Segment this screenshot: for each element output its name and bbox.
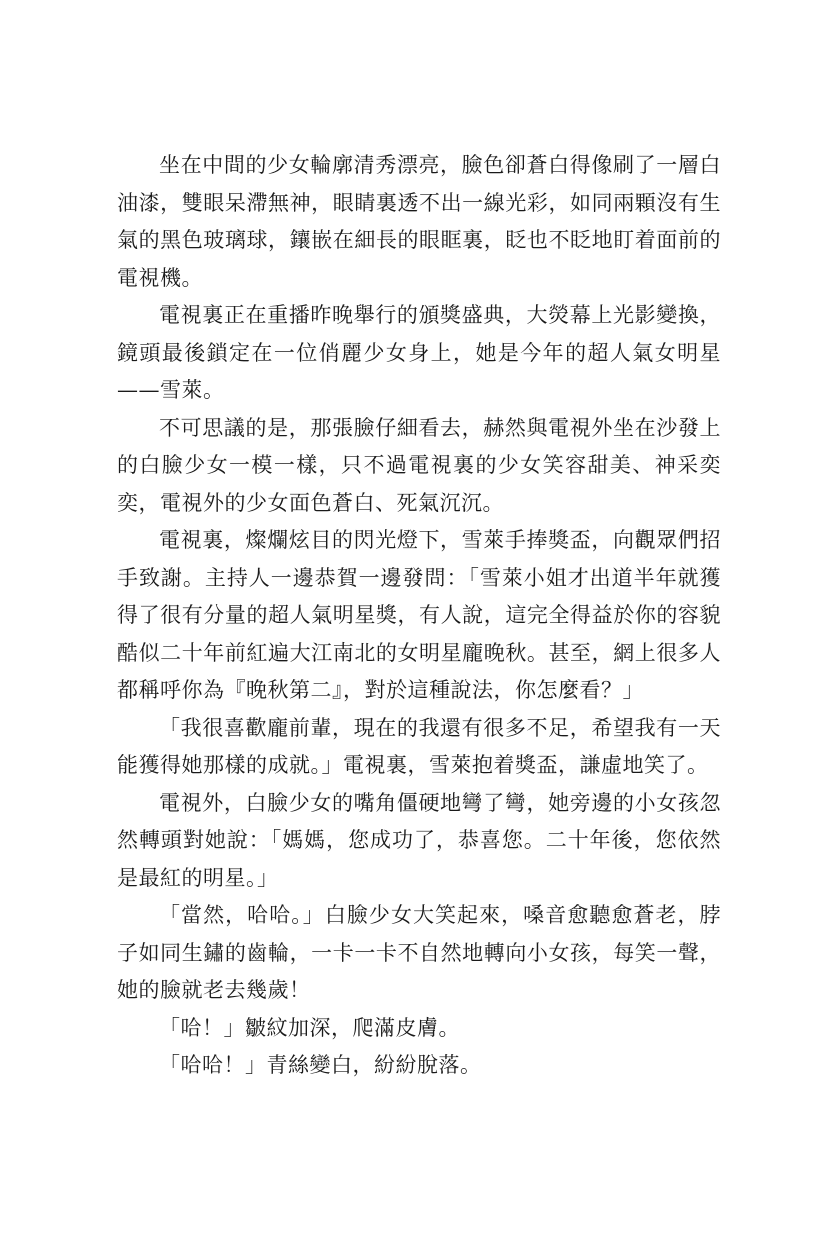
paragraph-4: 電視裏，燦爛炫目的閃光燈下，雪萊手捧獎盃，向觀眾們招手致謝。主持人一邊恭賀一邊發問：「雪萊小姐才出道半年就獲得了很有分量的超人氣明星獎，有人說，這完全得益於你的容貌酷似二十年前紅遍大江南北的女明星龐晚秋。甚至，網上很多人都稱呼你為『晚秋第二』，對於這種說法，你怎麼看？」 (117, 528, 721, 702)
paragraph-3: 不可思議的是，那張臉仔細看去，赫然與電視外坐在沙發上的白臉少女一模一樣，只不過電視裏的少女笑容甜美、神采奕奕，電視外的少女面色蒼白、死氣沉沉。 (117, 415, 721, 515)
paragraph-5: 「我很喜歡龐前輩，現在的我還有很多不足，希望我有一天能獲得她那樣的成就。」電視裏，雪萊抱着獎盃，謙虛地笑了。 (117, 715, 721, 777)
paragraph-2: 電視裏正在重播昨晚舉行的頒獎盛典，大熒幕上光影變換，鏡頭最後鎖定在一位俏麗少女身上，她是今年的超人氣女明星——雪萊。 (117, 303, 721, 402)
paragraph-9: 「哈哈！」青絲變白，紛紛脫落。 (159, 1053, 482, 1077)
paragraph-7: 「當然，哈哈。」白臉少女大笑起來，嗓音愈聽愈蒼老，脖子如同生鏽的齒輪，一卡一卡不自然地轉向小女孩，每笑一聲，她的臉就老去幾歲！ (117, 903, 721, 1002)
paragraph-6: 電視外，白臉少女的嘴角僵硬地彎了彎，她旁邊的小女孩忽然轉頭對她說：「媽媽，您成功了，恭喜您。二十年後，您依然是最紅的明星。」 (117, 790, 721, 890)
paragraph-8: 「哈！」皺紋加深，爬滿皮膚。 (159, 1015, 460, 1040)
body-text (117, 147, 721, 1085)
paragraph-1: 坐在中間的少女輪廓清秀漂亮，臉色卻蒼白得像刷了一層白油漆，雙眼呆滯無神，眼睛裏透不出一線光彩，如同兩顆沒有生氣的黑色玻璃球，鑲嵌在細長的眼眶裏，眨也不眨地盯着面前的電視機。 (117, 153, 721, 290)
